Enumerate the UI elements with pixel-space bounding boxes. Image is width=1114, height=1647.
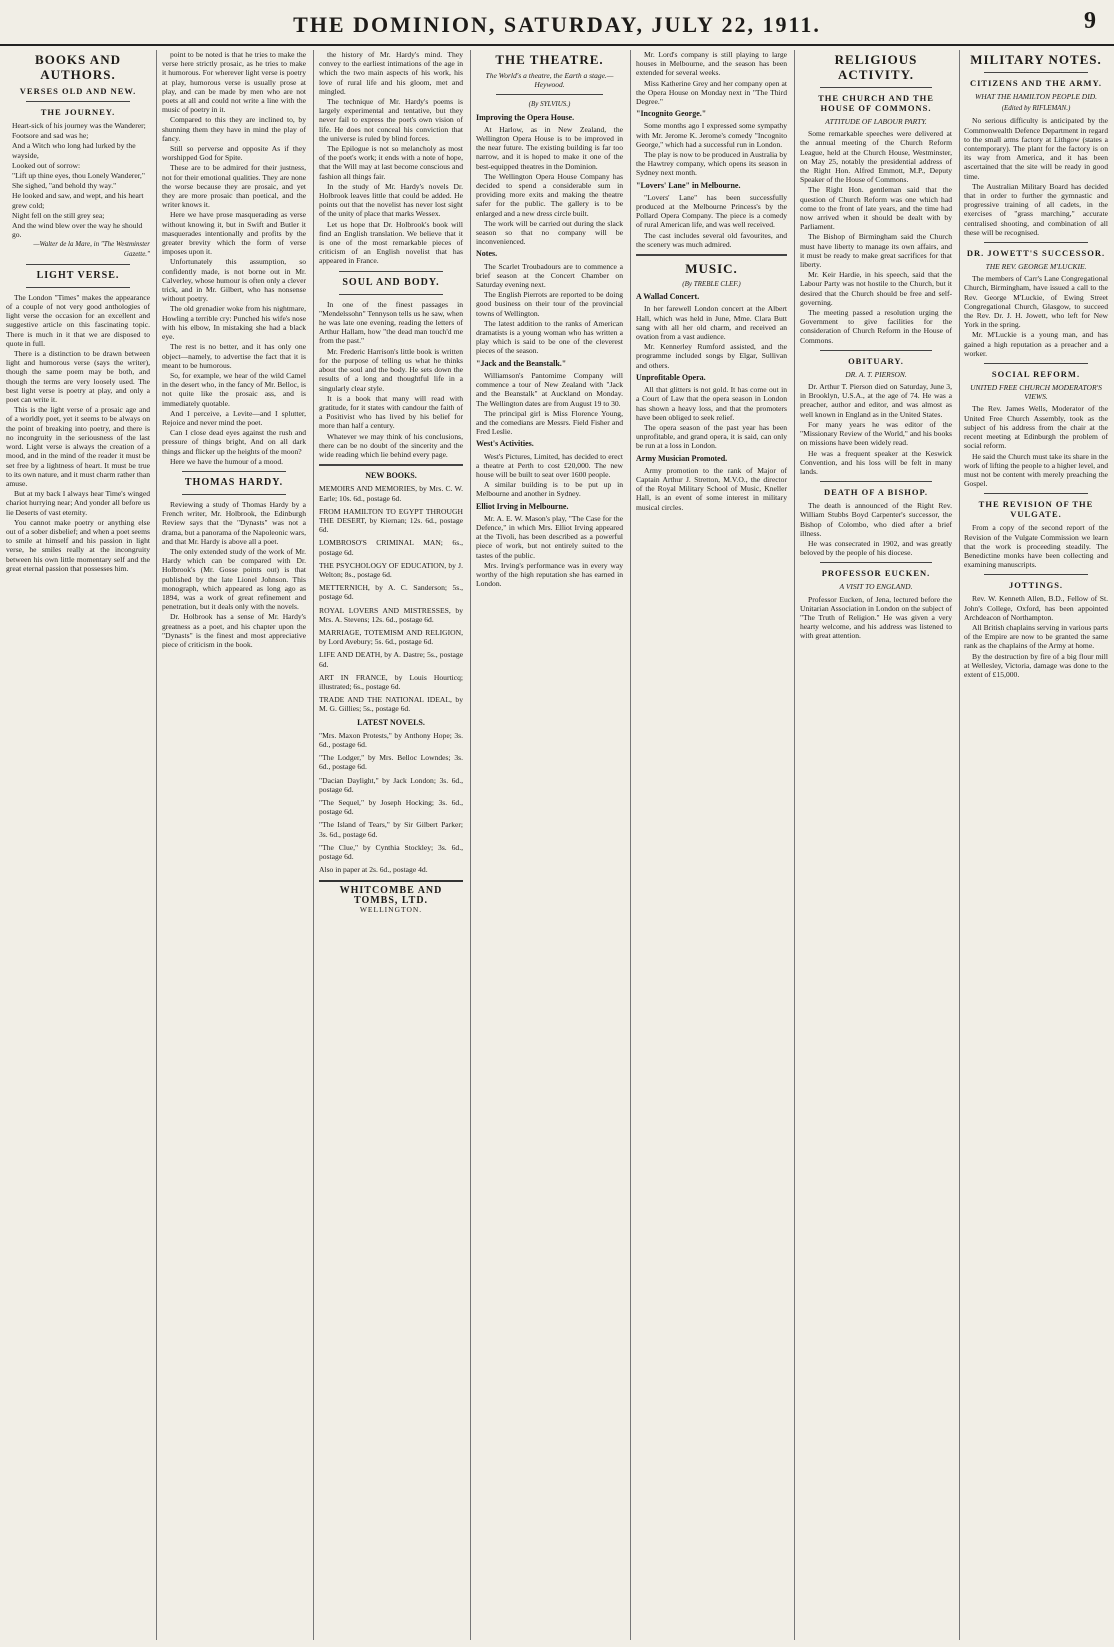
paragraph: Dr. Holbrook has a sense of Mr. Hardy's greatness as a poet, and his chapter upon the "Dynasts" is the finest and most appreciative piece of criticism in the book. <box>162 612 306 649</box>
article-heading: THE REVISION OF THE VULGATE. <box>978 499 1094 520</box>
paragraph: He was a frequent speaker at the Keswick Convention, and his loss will be felt in many lands. <box>800 448 952 476</box>
list-item: Also in paper at 2s. 6d., postage 4d. <box>319 865 428 875</box>
subheading: "Lovers' Lane" in Melbourne. <box>636 180 741 190</box>
list-item: TRADE AND THE NATIONAL IDEAL, by M. G. Gillies; 5s., postage 6d. <box>319 695 463 714</box>
paragraph: It is a book that many will read with gratitude, for it states with candour the faith of a Positivist who has lived by his belief for more than half a century. <box>319 393 463 431</box>
paragraph: Miss Katherine Grey and her company open at the Opera House on Monday next in "The Third Degree." <box>636 78 787 107</box>
article-heading: JOTTINGS. <box>1008 580 1064 591</box>
paragraph: The work will be carried out during the slack season so that no company will be inconvenienced. <box>476 218 623 247</box>
article-subheading: ATTITUDE OF LABOUR PARTY. <box>825 117 927 126</box>
section-heading: RELIGIOUS ACTIVITY. <box>834 52 918 82</box>
list-item: "The Clue," by Cynthia Stockley; 3s. 6d., postage 6d. <box>319 842 463 862</box>
paragraph: The Wellington Opera House Company has decided to spend a considerable sum in providing more exits and making the theatre safer for the public. The gallery is to be enlarged and a new dress circle built. <box>476 171 623 218</box>
paragraph: Unfortunately this assumption, so confidently made, is not borne out in Mr. Calverley, whose humour is often only a clever trick, and in Mr. Gilbert, who has nonsense without poetry. <box>162 257 306 304</box>
column-hardy-and-books <box>313 50 468 1640</box>
divider <box>319 464 463 466</box>
article-heading: SOUL AND BODY. <box>342 276 440 288</box>
paragraph: The meeting passed a resolution urging the Government to give facilities for the consideration of Church Reform in the House of Commons. <box>800 308 952 345</box>
subheading: Unprofitable Opera. <box>636 372 706 382</box>
poem-line: He looked and saw, and wept, and his heart grew cold; <box>12 191 144 210</box>
list-item: "The Island of Tears," by Sir Gilbert Parker; 3s. 6d., postage 6d. <box>319 820 463 839</box>
paragraph: Mrs. Irving's performance was in every way worthy of the high reputation she has earned in London. <box>476 560 623 589</box>
divider <box>182 471 286 472</box>
paragraph: The technique of Mr. Hardy's poems is largely experimental and tentative, but they never fail to express the poet's own vision of life. He does not conceal his conviction that the universe is ruled by blind forces. <box>319 97 463 143</box>
paragraph: All that glitters is not gold. It has come out in a Court of Law that the opera season in London has shown a heavy loss, and that the promoters have been obliged to seek relief. <box>636 385 787 422</box>
paragraph: The London "Times" makes the appearance of a couple of not very good anthologies of light verse the occasion for an excellent and suggestive article on this fascinating topic. There is much in it that we are disposed to quote in full. <box>6 292 150 348</box>
subheading: Improving the Opera House. <box>476 112 575 122</box>
paragraph: In her farewell London concert at the Albert Hall, which was held in June, Mme. Clara Butt sang with all her old charm, and received an ovation from a vast audience. <box>636 304 787 342</box>
divider <box>26 101 130 102</box>
advert-place: WELLINGTON. <box>359 904 423 914</box>
paragraph: So, for example, we hear of the wild Camel in the desert who, in the fancy of Mr. Belloc, is not quite like the prosaic ass, and is immediately quotable. <box>162 370 306 408</box>
bookseller-advert <box>319 880 463 914</box>
paragraph: The Scarlet Troubadours are to commence a brief season at the Concert Chamber on Saturday evening next. <box>476 261 623 290</box>
column-military-notes <box>959 50 1112 1640</box>
paragraph: Still so perverse and opposite As if they worshipped God for Spite. <box>162 144 306 163</box>
paragraph: The rest is no better, and it has only one object—namely, to advertise the fact that it is meant to be humorous. <box>162 342 306 370</box>
paragraph: "Lovers' Lane" has been successfully produced at the Melbourne Princess's by the Pollard Opera Company. The piece is a comedy of rural American life, and was well received. <box>636 192 787 230</box>
paragraph: The opera season of the past year has been unprofitable, and grand opera, it is said, can only be run at a loss in London. <box>636 422 787 451</box>
paragraph: Williamson's Pantomime Company will commence a tour of New Zealand with "Jack and the Beanstalk" at Auckland on Monday. The Wellington dates are from August 19 to 30. <box>476 370 623 408</box>
paragraph: Compared to this they are inclined to, by shunning them they have in mind the play of fancy. <box>162 115 306 143</box>
paragraph: The members of Carr's Lane Congregational Church, Birmingham, have issued a call to the Rev. George M'Luckie, of Ewing Street Congregational Church, Glasgow, to succeed the Rev. Dr. J. H. Jowett, who left for New York in the spring. <box>964 274 1108 330</box>
section-heading: THE THEATRE. <box>495 52 604 67</box>
paragraph: Can I close dead eyes against the rush and pressure of things bright, And on all dark things and flicker up the heights of the moon? <box>162 428 306 456</box>
article-subheading: THE REV. GEORGE M'LUCKIE. <box>985 262 1087 272</box>
page-number: 9 <box>1084 8 1096 34</box>
list-item: METTERNICH, by A. C. Sanderson; 5s., postage 6d. <box>319 583 463 602</box>
paragraph: Mr. Keir Hardie, in his speech, said that the Labour Party was not hostile to the Church, but it desired that the Church should be free and self-governing. <box>800 270 952 307</box>
article-heading: DR. JOWETT'S SUCCESSOR. <box>966 248 1106 259</box>
paragraph: Let us hope that Dr. Holbrook's book will find an English translation. We believe that it is one of the most remarkable pieces of criticism of an English novelist that has appeared in France. <box>319 219 463 266</box>
paragraph: Army promotion to the rank of Major of Captain Arthur J. Stretton, M.V.O., the director of the Royal Military School of Music, Kneller Hall, is an event of some interest in military musical circles. <box>636 465 787 512</box>
subheading: "Incognito George." <box>636 109 707 119</box>
article-subheading: A VISIT TO ENGLAND. <box>839 582 913 592</box>
divider <box>820 87 932 88</box>
paragraph: Some months ago I expressed some sympathy with Mr. Jerome K. Jerome's comedy "Incognito George," which had a successful run in London. <box>636 121 787 149</box>
list-item: MEMOIRS AND MEMORIES, by Mrs. C. W. Earle; 10s. 6d., postage 6d. <box>319 484 463 503</box>
section-heading: BOOKS AND AUTHORS. <box>35 52 121 82</box>
paragraph: The English Pierrots are reported to be doing good business on their tour of the provincial towns of Wellington. <box>476 290 623 318</box>
poem-line: "Lift up thine eyes, thou Lonely Wanderer," <box>12 171 145 181</box>
subheading: Army Musician Promoted. <box>636 453 728 463</box>
advert-heading: LATEST NOVELS. <box>357 717 425 727</box>
section-heading: MUSIC. <box>685 261 738 277</box>
divider <box>339 271 443 272</box>
poem-line: Footsore and sad was he; <box>12 131 89 141</box>
paragraph: The Right Hon. gentleman said that the question of Church Reform was one which had come to the front of late years, and the time had now arrived when it should be dealt with by Parliament. <box>800 185 952 232</box>
list-item: ART IN FRANCE, by Louis Hourticq; illustrated; 6s., postage 6d. <box>319 672 463 691</box>
divider <box>26 287 130 288</box>
column-theatre-and-music <box>630 50 792 1640</box>
poem-signature: —Walter de la Mare, in "The Westminster Gazette." <box>33 240 150 258</box>
paragraph: In one of the finest passages in "Mendelssohn" Tennyson tells us he saw, when he was late one evening, reading the letters of Arthur Hallam, how "the dead man touch'd me from the past." <box>319 299 463 346</box>
paragraph: Professor Eucken, of Jena, lectured before the Unitarian Association in London on the subject of "The Truth of Religion." He was given a very hearty welcome, and his address was listened to with great attention. <box>800 594 952 641</box>
list-item: MARRIAGE, TOTEMISM AND RELIGION, by Lord Avebury; 5s. 6d., postage 6d. <box>319 627 463 647</box>
paragraph: point to be noted is that he tries to make the verse here strictly prosaic, as he tries to make it humorous. For wherever light verse is poetry at play, humorous verse is usually prose at play, and can be made by men who are not poets at all and could not write a line with the music of poetry in it. <box>162 50 306 115</box>
article-heading: CITIZENS AND THE ARMY. <box>969 78 1103 88</box>
article-heading: DEATH OF A BISHOP. <box>823 487 929 498</box>
paragraph: All British chaplains serving in various parts of the Empire are now to be granted the same rank as the chaplains of the Army at home. <box>964 622 1108 651</box>
article-heading: THOMAS HARDY. <box>184 476 284 488</box>
paragraph: But at my back I always hear Time's winged chariot hurrying near; And yonder all before us lie Deserts of vast eternity. <box>6 489 150 517</box>
list-item: ROYAL LOVERS AND MISTRESSES, by Mrs. A. Stevens; 12s. 6d., postage 6d. <box>319 605 463 624</box>
paragraph: Some remarkable speeches were delivered at the annual meeting of the Church Reform League, held at the Church House, Westminster, on May 25, notably the presidential address of the Right Hon. Alfred Emmott, M.P., Deputy Speaker of the House of Commons. <box>800 129 952 185</box>
article-heading: SOCIAL REFORM. <box>991 369 1081 380</box>
paragraph: Dr. Arthur T. Pierson died on Saturday, June 3, in Brooklyn, U.S.A., at the age of 74. He was a preacher, author and editor, and was almost as well known in England as in the United States. <box>800 382 952 419</box>
paragraph: This is the light verse of a prosaic age and of a worldly poet, yet it seems to be always on the point of breaking into poetry, and there is no incongruity in the seriousness of the last word. Light verse is always the creation of a mood, and in the mind of the reader it must be set free by a lightness of heart. It must be true to its own nature, and it must charm rather than amuse. <box>6 405 150 488</box>
paragraph: Reviewing a study of Thomas Hardy by a French writer, Mr. Holbrook, the Edinburgh Review says that the "Dynasts" was not a drama, but a panorama of the Napoleonic wars, and that Mr. Hardy is above all a poet. <box>162 499 307 546</box>
paragraph: The old grenadier woke from his nightmare, Howling a terrible cry: Punched his wife's nose with his elbow, In mistaking she had a black eye. <box>162 304 306 342</box>
paragraph: At Harlow, as in New Zealand, the Wellington Opera House is to be improved in the near future. The existing building is far too narrow, and it is hoped to make it one of the best-equipped theatres in the Dominion. <box>476 124 623 171</box>
subheading: Notes. <box>476 249 498 259</box>
column-literary-continued <box>156 50 311 1640</box>
list-item: "The Sequel," by Joseph Hocking; 3s. 6d., postage 6d. <box>319 798 463 817</box>
divider <box>984 242 1088 243</box>
subheading: "Jack and the Beanstalk." <box>476 358 567 368</box>
advert-heading: NEW BOOKS. <box>365 471 417 481</box>
divider <box>820 481 932 482</box>
divider <box>820 350 932 351</box>
list-item: LIFE AND DEATH, by A. Dastre; 5s., postage 6d. <box>319 650 463 669</box>
poem-line: And the wind blew over the way he should go. <box>12 221 143 240</box>
byline: (By TREBLE CLEF.) <box>682 280 741 289</box>
section-heading: MILITARY NOTES. <box>970 52 1102 67</box>
article-heading: OBITUARY. <box>848 355 904 366</box>
paragraph: And I perceive, a Levite—and I splutter, Rejoice and never mind the poet. <box>162 408 306 427</box>
list-item: LOMBROSO'S CRIMINAL MAN; 6s., postage 6d. <box>319 538 463 557</box>
article-heading: THE CHURCH AND THE HOUSE OF COMMONS. <box>818 93 934 113</box>
paragraph: Here we have prose masquerading as verse without knowing it, but in Swift and Butler it masquerades intentionally and profits by the greater brevity which the form of verse imposes upon it. <box>162 210 306 257</box>
epigraph: The World's a theatre, the Earth a stage.—Heywood. <box>485 71 614 90</box>
paragraph: The Epilogue is not so melancholy as most of the poet's work; it ends with a note of hope, that the Will may at last become conscious and fashion all things fair. <box>319 144 463 181</box>
paragraph: Mr. A. E. W. Mason's play, "The Case for the Defence," in which Mrs. Elliot Irving appeared at the Tivoli, has been described as a powerful piece of work, but not entirely suited to the tastes of the public. <box>476 513 623 560</box>
paragraph: Mr. Frederic Harrison's little book is written for the purpose of telling us what he thinks about the soul and the body. He sets down the results of a long and thoughtful life in a singularly clear style. <box>319 346 463 393</box>
subheading: Elliot Irving in Melbourne. <box>476 501 569 511</box>
paragraph: From a copy of the second report of the Revision of the Vulgate Commission we learn that the work is proceeding steadily. The Benedictine monks have been collecting and examining manuscripts. <box>964 523 1108 570</box>
paragraph: Mr. Lord's company is still playing to large houses in Melbourne, and the season has been extended for several weeks. <box>636 50 787 78</box>
article-heading: LIGHT VERSE. <box>36 269 120 281</box>
column-religious-activity <box>794 50 957 1640</box>
divider <box>984 574 1088 575</box>
new-books-advert <box>319 471 463 874</box>
article-subheading: WHAT THE HAMILTON PEOPLE DID. <box>974 92 1097 101</box>
subheading: West's Activities. <box>476 439 534 449</box>
column-theatre <box>470 50 628 1640</box>
paragraph: Here we have the humour of a mood. <box>170 456 284 466</box>
paragraph: Whatever we may think of his conclusions, there can be no doubt of the sincerity and the wide reading which lie behind every page. <box>319 431 463 459</box>
divider <box>636 254 787 256</box>
list-item: "Dacian Daylight," by Jack London; 3s. 6d., postage 6d. <box>319 775 463 794</box>
newspaper-title: THE DOMINION, SATURDAY, JULY 22, 1911. <box>293 12 821 37</box>
paragraph: West's Pictures, Limited, has decided to erect a theatre at Perth to cost £20,000. The new house will be built to seat over 1600 people. <box>476 451 623 479</box>
masthead <box>0 0 1114 46</box>
article-subheading: UNITED FREE CHURCH MODERATOR'S VIEWS. <box>970 383 1102 402</box>
paragraph: A similar building is to be put up in Melbourne and another in Sydney. <box>476 480 623 499</box>
divider <box>182 494 286 495</box>
paragraph: The cast includes several old favourites, and the scenery was much admired. <box>636 230 787 249</box>
paragraph: Mr. M'Luckie is a young man, and has gained a high reputation as a preacher and a worker. <box>964 330 1108 358</box>
divider <box>984 493 1088 494</box>
paragraph: He said the Church must take its share in the work of lifting the people to a higher level, and must not be content with merely preaching the Gospel. <box>964 451 1108 489</box>
paragraph: The only extended study of the work of Mr. Hardy which can be compared with Dr. Holbrook's (Mr. Gosse points out) is that published by the late Lionel Johnson. This monograph, which appeared as long ago as 1894, was a work of great refinement and penetration, but it deals only with the novels. <box>162 546 306 612</box>
poem-section-heading: VERSES OLD AND NEW. <box>19 86 137 96</box>
byline: (Edited by RIFLEMAN.) <box>1001 104 1071 113</box>
paragraph: In the study of Mr. Hardy's novels Dr. Holbrook leaves little that could be added. He points out that the novelist has never lost sight of the unity of place that marks Wessex. <box>319 181 463 219</box>
paragraph: The principal girl is Miss Florence Young, and the comedians are Messrs. Field Fisher and Fred Leslie. <box>476 408 623 437</box>
paragraph: The death is announced of the Right Rev. William Stubbs Boyd Carpenter's successor, the Bishop of Colombo, who died after a brief illness. <box>800 501 952 538</box>
paragraph: No serious difficulty is anticipated by the Commonwealth Defence Department in regard to the small arms factory at Lithgow (states a contemporary). The plant for the factory is on its way from America, and it has been ascertained that the site will be ready in good time. <box>964 116 1108 181</box>
divider <box>984 363 1088 364</box>
poem-title: THE JOURNEY. <box>40 107 116 117</box>
byline: (By SYLVIUS.) <box>528 100 571 109</box>
paragraph: You cannot make poetry or anything else out of a sober disbelief; and when a poet seems to smile at himself and his passion in light verse, he smiles really at the incongruity between his own little momentary self and the great eternal passion that possesses him. <box>6 517 150 573</box>
list-item: FROM HAMILTON TO EGYPT THROUGH THE DESERT, by Kiernan; 12s. 6d., postage 6d. <box>319 506 463 535</box>
poem-body <box>6 121 150 239</box>
divider <box>26 264 130 265</box>
paragraph: the history of Mr. Hardy's mind. They convey to the earliest intimations of the age in which the two main aspects of his work, his love of rural life and his gloom, met and mingled. <box>319 50 463 96</box>
article-heading: PROFESSOR EUCKEN. <box>821 568 931 579</box>
paragraph: The Bishop of Birmingham said the Church must have liberty to manage its own affairs, and it must be ready to make great sacrifices for that liberty. <box>800 232 952 270</box>
subheading: A Wallad Concert. <box>636 292 700 302</box>
divider <box>984 72 1088 73</box>
paragraph: For many years he was editor of the "Missionary Review of the World," and his books on missions have been widely read. <box>800 419 952 448</box>
paragraph: The latest addition to the ranks of American dramatists is a young woman who has written a play which is said to be one of the cleverest pieces of the season. <box>476 318 623 356</box>
paragraph: The Rev. James Wells, Moderator of the United Free Church Assembly, took as the subject of his address from the chair at the recent meeting at Edinburgh the problem of social reform. <box>964 404 1108 451</box>
poem-line: She sighed, "and behold thy way." <box>12 181 117 191</box>
paragraph: He was consecrated in 1902, and was greatly beloved by the people of his diocese. <box>800 538 952 558</box>
paragraph: The play is now to be produced in Australia by the Hawtrey company, which opens its season in Sydney next month. <box>636 150 787 178</box>
poem-line: Heart-sick of his journey was the Wanderer; <box>12 121 146 130</box>
list-item: "Mrs. Maxon Protests," by Anthony Hope; 3s. 6d., postage 6d. <box>319 730 463 749</box>
paragraph: The Australian Military Board has decided that in order to further the gymnastic and progressive training of all cadets, in the exercises of "grass marching," accurate centralised shooting, and combination of all these will be recognised. <box>964 181 1108 237</box>
advert-name: WHITCOMBE AND TOMBS, LTD. <box>339 885 443 906</box>
column-books-and-authors <box>2 50 154 1640</box>
paragraph: There is a distinction to be drawn between light and humorous verse (says the writer), though the same poem may be both, and though the terms are very loosely used. The best light verse is poetry at play, and only a poet can write it. <box>6 349 150 405</box>
paragraph: Rev. W. Kenneth Allen, B.D., Fellow of St. John's College, Oxford, has been appointed Archdeacon of Northampton. <box>964 594 1108 622</box>
poem-line: And a Witch who long had lurked by the wayside, <box>12 141 136 160</box>
list-item: "The Lodger," by Mrs. Belloc Lowndes; 3s. 6d., postage 6d. <box>319 753 463 772</box>
divider <box>820 562 932 563</box>
poem-line: Looked out of sorrow: <box>12 160 81 170</box>
divider <box>496 94 603 95</box>
divider <box>339 294 443 295</box>
poem-line: Night fell on the still grey sea; <box>12 210 105 220</box>
list-item: THE PSYCHOLOGY OF EDUCATION, by J. Welton; 8s., postage 6d. <box>319 560 463 579</box>
article-subheading: DR. A. T. PIERSON. <box>845 369 907 379</box>
paragraph: Mr. Kennerley Rumford assisted, and the programme included songs by Elgar, Sullivan and others. <box>636 342 787 370</box>
paragraph: These are to be admired for their justness, not for their emotional qualities. They are none the worse because they are prosaic, and yet they are more prosaic than poetical, and the writer knows it. <box>162 163 306 210</box>
paragraph: By the destruction by fire of a big flour mill at Wellesley, Victoria, damage was done to the extent of £15,000. <box>964 651 1108 679</box>
